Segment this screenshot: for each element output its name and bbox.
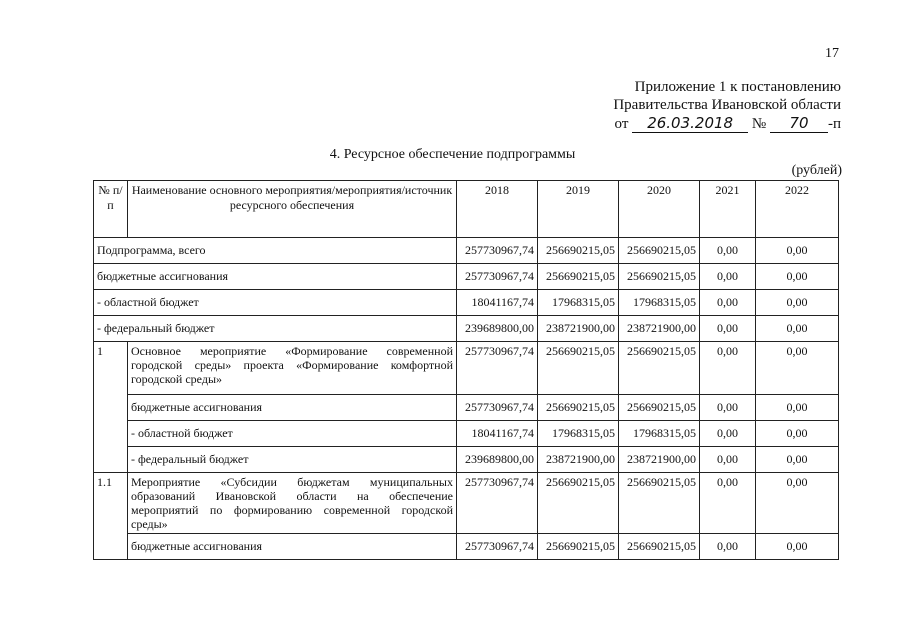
cell-2020: 256690215,05	[619, 342, 700, 395]
cell-2020: 17968315,05	[619, 290, 700, 316]
units-label: (рублей)	[791, 163, 842, 178]
header-2021: 2021	[700, 181, 756, 238]
table-row	[94, 421, 839, 447]
table-row	[94, 316, 839, 342]
cell-2020: 17968315,05	[619, 421, 700, 447]
cell-2022: 0,00	[756, 395, 839, 421]
table-row	[94, 290, 839, 316]
handwritten-number: 70	[770, 114, 828, 133]
resource-table	[93, 180, 839, 560]
cell-2018: 18041167,74	[457, 290, 538, 316]
cell-2018: 257730967,74	[457, 238, 538, 264]
header-2020: 2020	[619, 181, 700, 238]
number-suffix: -п	[827, 116, 841, 132]
cell-2021: 0,00	[700, 421, 756, 447]
cell-2019: 256690215,05	[538, 473, 619, 534]
header-2022: 2022	[756, 181, 839, 238]
cell-2021: 0,00	[700, 316, 756, 342]
cell-2019: 256690215,05	[538, 342, 619, 395]
appendix-line-2: Правительства Ивановской области	[613, 97, 841, 113]
cell-2018: 257730967,74	[457, 264, 538, 290]
table-row	[94, 342, 839, 395]
cell-2022: 0,00	[756, 238, 839, 264]
cell-2020: 238721900,00	[619, 316, 700, 342]
cell-2022: 0,00	[756, 264, 839, 290]
row-name: Основное мероприятие «Формирование современной городской среды» проекта «Формирование комфортной городской среды»	[128, 342, 457, 395]
cell-2018: 239689800,00	[457, 447, 538, 473]
cell-2021: 0,00	[700, 342, 756, 395]
cell-2019: 256690215,05	[538, 395, 619, 421]
section-title: 4. Ресурсное обеспечение подпрограммы	[329, 147, 576, 162]
header-name: Наименование основного мероприятия/мероприятия/источник ресурсного обеспечения	[128, 181, 457, 238]
cell-2021: 0,00	[700, 290, 756, 316]
table-row	[94, 395, 839, 421]
cell-2019: 256690215,05	[538, 238, 619, 264]
appendix-date-line	[613, 114, 841, 133]
cell-2018: 257730967,74	[457, 473, 538, 534]
appendix-header	[613, 78, 841, 133]
cell-2022: 0,00	[756, 342, 839, 395]
row-name: бюджетные ассигнования	[94, 264, 457, 290]
cell-2019: 256690215,05	[538, 534, 619, 560]
table-row	[94, 473, 839, 534]
row-name: - областной бюджет	[94, 290, 457, 316]
cell-2022: 0,00	[756, 534, 839, 560]
date-prefix: от	[614, 116, 629, 132]
cell-2018: 257730967,74	[457, 534, 538, 560]
table-header-row	[94, 181, 839, 238]
row-name: - федеральный бюджет	[94, 316, 457, 342]
cell-2018: 239689800,00	[457, 316, 538, 342]
row-name: бюджетные ассигнования	[128, 534, 457, 560]
number-prefix: №	[751, 116, 767, 132]
row-num: 1.1	[94, 473, 128, 560]
cell-2018: 257730967,74	[457, 342, 538, 395]
page-number: 17	[825, 46, 839, 61]
table-row	[94, 264, 839, 290]
cell-2019: 17968315,05	[538, 421, 619, 447]
header-2019: 2019	[538, 181, 619, 238]
cell-2021: 0,00	[700, 238, 756, 264]
cell-2020: 256690215,05	[619, 534, 700, 560]
appendix-line-1: Приложение 1 к постановлению	[634, 79, 841, 95]
cell-2022: 0,00	[756, 290, 839, 316]
cell-2021: 0,00	[700, 534, 756, 560]
cell-2022: 0,00	[756, 473, 839, 534]
cell-2021: 0,00	[700, 473, 756, 534]
cell-2020: 256690215,05	[619, 395, 700, 421]
cell-2021: 0,00	[700, 264, 756, 290]
cell-2022: 0,00	[756, 447, 839, 473]
cell-2018: 257730967,74	[457, 395, 538, 421]
row-name: бюджетные ассигнования	[128, 395, 457, 421]
table-row	[94, 534, 839, 560]
table-row	[94, 447, 839, 473]
cell-2020: 256690215,05	[619, 238, 700, 264]
cell-2019: 256690215,05	[538, 264, 619, 290]
cell-2021: 0,00	[700, 395, 756, 421]
row-name: - федеральный бюджет	[128, 447, 457, 473]
header-num: № п/п	[94, 181, 128, 238]
cell-2019: 17968315,05	[538, 290, 619, 316]
cell-2019: 238721900,00	[538, 316, 619, 342]
cell-2020: 256690215,05	[619, 264, 700, 290]
cell-2020: 238721900,00	[619, 447, 700, 473]
cell-2022: 0,00	[756, 316, 839, 342]
row-name: Мероприятие «Субсидии бюджетам муниципальных образований Ивановской области на обеспечение мероприятий по формированию современной городской среды»	[128, 473, 457, 534]
header-2018: 2018	[457, 181, 538, 238]
cell-2019: 238721900,00	[538, 447, 619, 473]
cell-2022: 0,00	[756, 421, 839, 447]
cell-2020: 256690215,05	[619, 473, 700, 534]
row-num: 1	[94, 342, 128, 473]
row-name: - областной бюджет	[128, 421, 457, 447]
table-row	[94, 238, 839, 264]
row-name: Подпрограмма, всего	[94, 238, 457, 264]
cell-2021: 0,00	[700, 447, 756, 473]
cell-2018: 18041167,74	[457, 421, 538, 447]
handwritten-date: 26.03.2018	[632, 114, 748, 133]
